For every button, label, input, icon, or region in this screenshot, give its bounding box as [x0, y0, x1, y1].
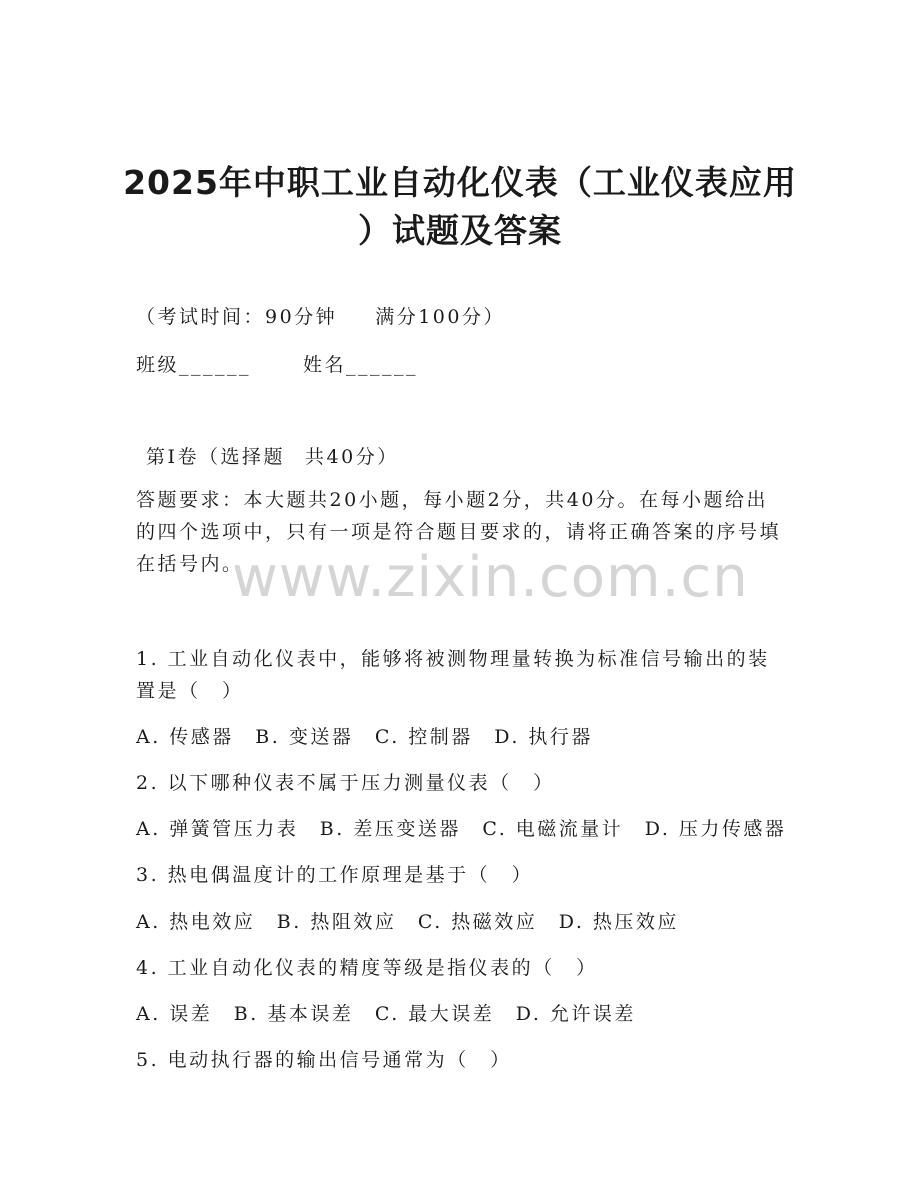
question-1-options: A. 传感器 B. 变送器 C. 控制器 D. 执行器 — [136, 726, 593, 748]
class-field: 班级______ — [136, 354, 252, 376]
exam-info — [136, 302, 505, 329]
question-4-stem: 4. 工业自动化仪表的精度等级是指仪表的（ ） — [136, 957, 598, 979]
question-2-stem: 2. 以下哪种仪表不属于压力测量仪表（ ） — [136, 772, 555, 794]
student-info — [136, 350, 418, 377]
answer-instructions: 答题要求：本大题共20小题，每小题2分，共40分。在每小题给出的四个选项中，只有一项是符合题目要求的，请将正确答案的序号填在括号内。 — [136, 489, 782, 575]
section-header — [146, 442, 399, 469]
full-score: 满分100分） — [375, 306, 505, 328]
question-5-stem: 5. 电动执行器的输出信号通常为（ ） — [136, 1049, 512, 1071]
watermark: www.zixin.com.cn — [232, 545, 749, 610]
question-3-options: A. 热电效应 B. 热阻效应 C. 热磁效应 D. 热压效应 — [136, 911, 679, 933]
name-field: 姓名______ — [303, 354, 419, 376]
exam-time: （考试时间：90分钟 — [136, 306, 338, 328]
question-1-stem: 1. 工业自动化仪表中，能够将被测物理量转换为标准信号输出的装置是（ ） — [136, 648, 770, 702]
question-2-options: A. 弹簧管压力表 B. 差压变送器 C. 电磁流量计 D. 压力传感器 — [136, 818, 787, 840]
question-4-options: A. 误差 B. 基本误差 C. 最大误差 D. 允许误差 — [136, 1003, 636, 1025]
question-3-stem: 3. 热电偶温度计的工作原理是基于（ ） — [136, 864, 534, 886]
section-total: 共40分） — [305, 446, 399, 468]
document-title-line-1: 2025年中职工业自动化仪表（工业仪表应用 — [123, 163, 797, 202]
document-title-line-2: ）试题及答案 — [358, 211, 562, 250]
section-title: 第Ⅰ卷（选择题 — [146, 446, 286, 468]
